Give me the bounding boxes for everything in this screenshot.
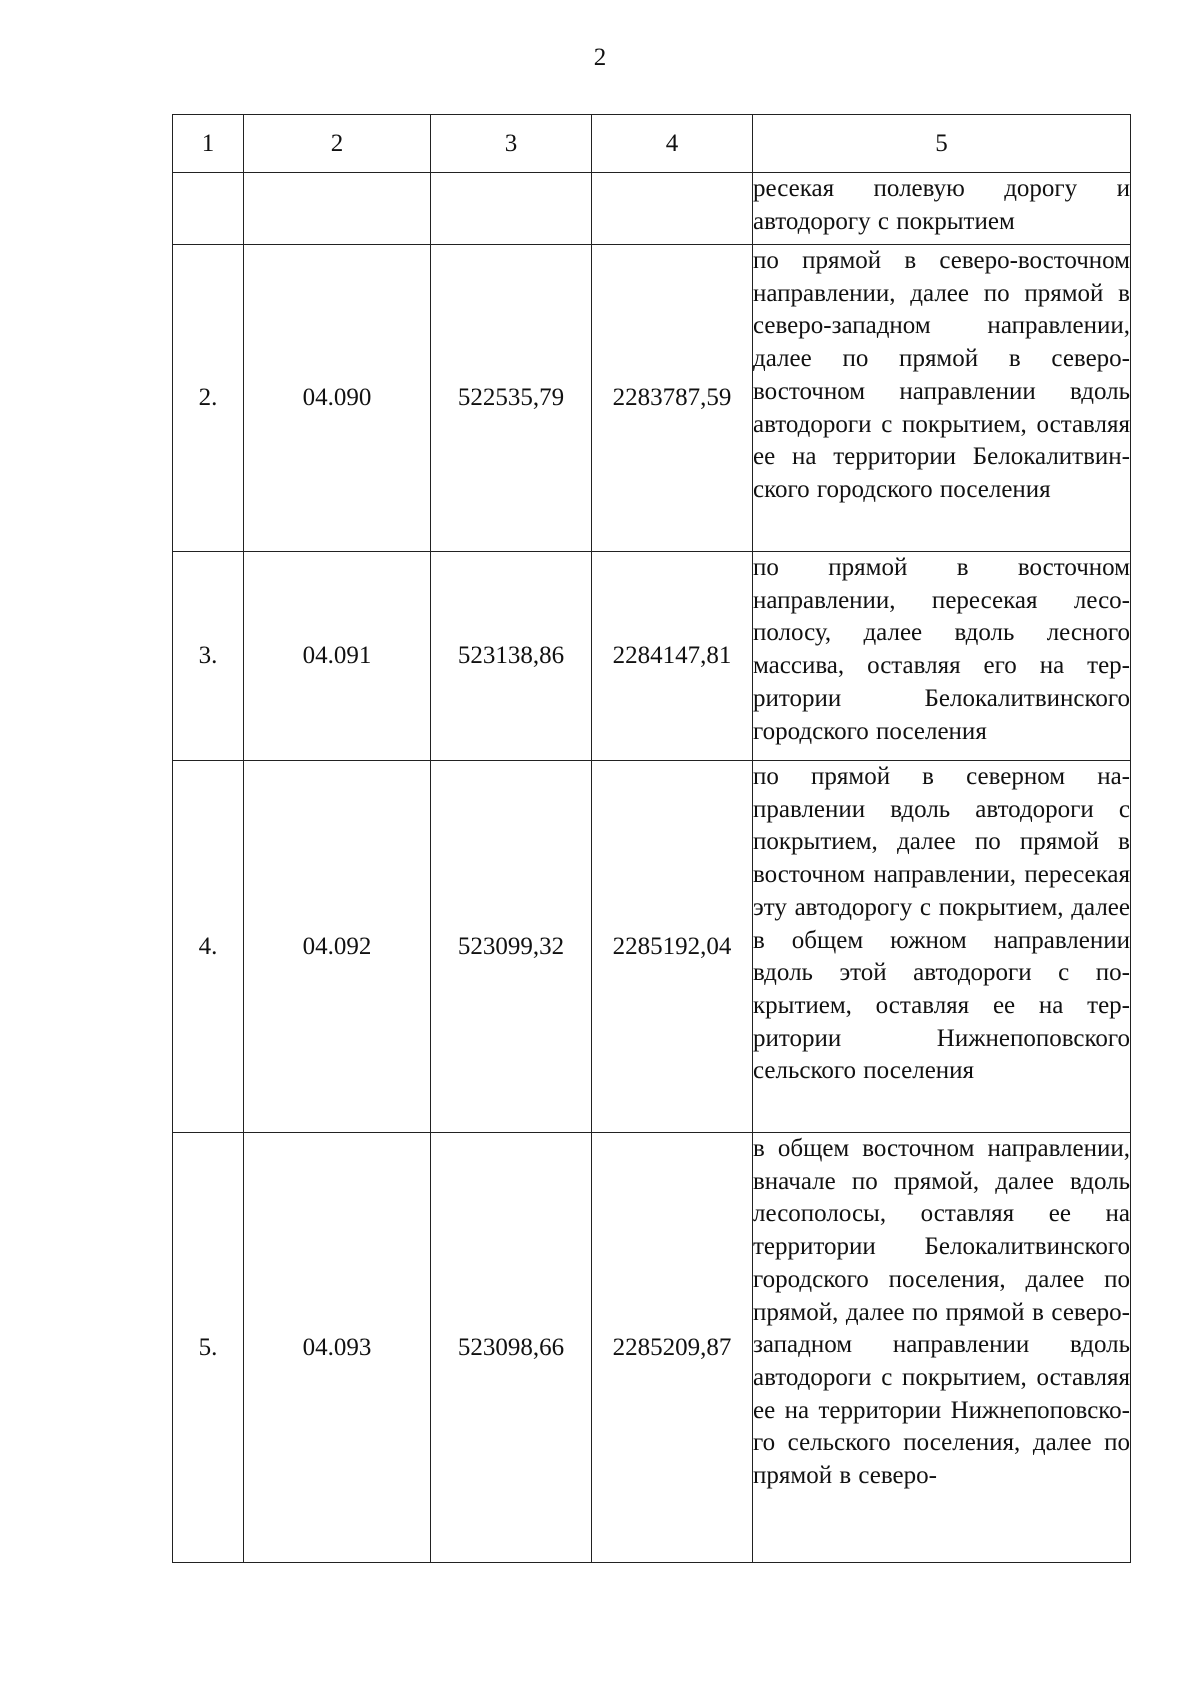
row-number: 5.: [173, 1133, 244, 1563]
coordinate-x: 523099,32: [431, 761, 592, 1133]
table-row: [173, 761, 1131, 1133]
point-id: 04.093: [244, 1133, 431, 1563]
header-col-3: 3: [431, 115, 592, 173]
coordinate-y: 2285209,87: [592, 1133, 753, 1563]
header-col-5: 5: [753, 115, 1131, 173]
point-id: 04.091: [244, 552, 431, 761]
coordinate-x: 523098,66: [431, 1133, 592, 1563]
boundary-description: по прямой в северном направлении вдоль автодороги с покрытием, далее по прямой в восточном направлении, пересекая эту автодорогу с покрытием, далее в общем южном направлении вдоль этой автодороги с покрытием, оставляя ее на территории Нижнепоповского сельского поселения: [753, 761, 1131, 1133]
point-id: [244, 173, 431, 245]
coordinate-x: 523138,86: [431, 552, 592, 761]
coordinate-x: 522535,79: [431, 245, 592, 552]
row-number: 4.: [173, 761, 244, 1133]
coordinate-x: [431, 173, 592, 245]
boundary-description: ресекая полевую дорогу и автодорогу с покрытием: [753, 173, 1131, 245]
table-row: [173, 1133, 1131, 1563]
coordinate-y: 2284147,81: [592, 552, 753, 761]
point-id: 04.090: [244, 245, 431, 552]
table-row: [173, 173, 1131, 245]
boundary-points-table: [172, 114, 1131, 1563]
boundary-description: по прямой в восточном направлении, пересекая лесополосу, далее вдоль лесного массива, оставляя его на территории Белокалитвинского городского поселения: [753, 552, 1131, 761]
table-row: [173, 552, 1131, 761]
boundary-description: по прямой в северо-восточном направлении, далее по прямой в северо-западном направлении, далее по прямой в северо-восточном направлении вдоль автодороги с покрытием, оставляя ее на территории Белокалитвинского городского поселения: [753, 245, 1131, 552]
coordinate-y: [592, 173, 753, 245]
header-col-1: 1: [173, 115, 244, 173]
header-col-2: 2: [244, 115, 431, 173]
row-number: [173, 173, 244, 245]
table-header-row: [173, 115, 1131, 173]
boundary-description: в общем восточном направлении, вначале по прямой, далее вдоль лесополосы, оставляя ее на территории Белокалитвинского городского поселения, далее по прямой, далее по прямой в северо-западном направлении вдоль автодороги с покрытием, оставляя ее на территории Нижнепоповского сельского поселения, далее по прямой в северо-: [753, 1133, 1131, 1563]
point-id: 04.092: [244, 761, 431, 1133]
row-number: 2.: [173, 245, 244, 552]
header-col-4: 4: [592, 115, 753, 173]
table-row: [173, 245, 1131, 552]
coordinate-y: 2285192,04: [592, 761, 753, 1133]
row-number: 3.: [173, 552, 244, 761]
page-number: 2: [593, 44, 607, 71]
coordinate-y: 2283787,59: [592, 245, 753, 552]
